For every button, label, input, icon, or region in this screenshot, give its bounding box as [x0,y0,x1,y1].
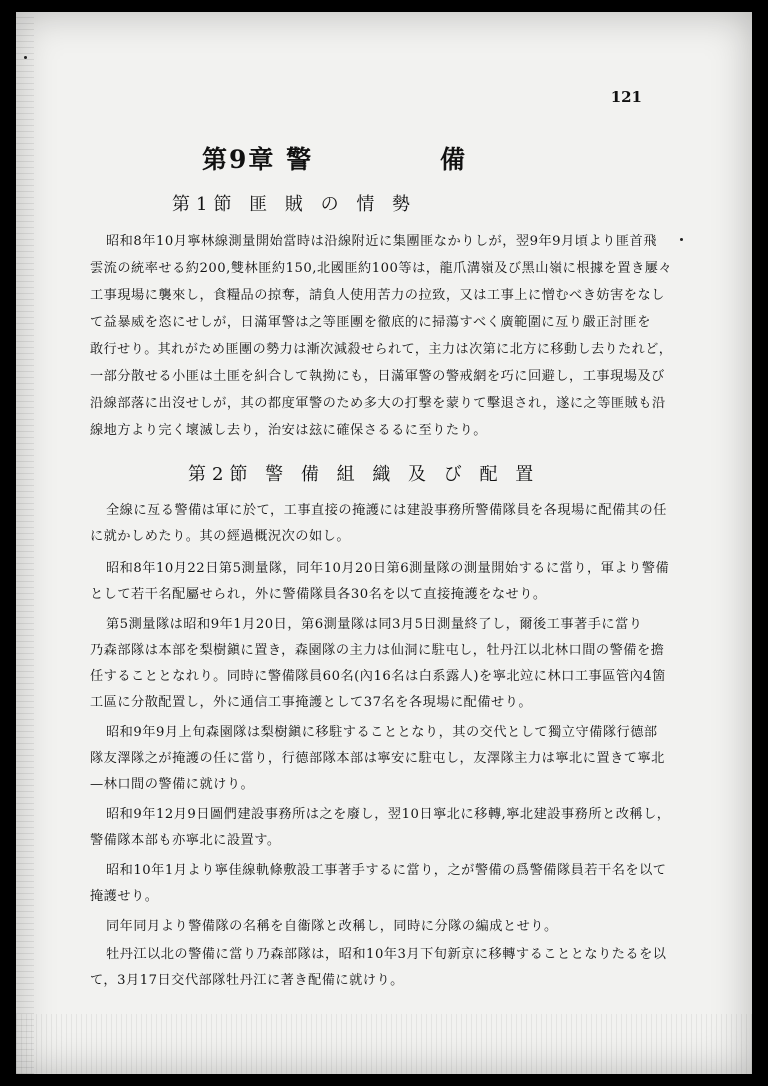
text-line: 昭和9年12月9日圖們建設事務所は之を廢し，翌10日寧北に移轉,寧北建設事務所と改稱し， [106,807,671,822]
text-line: —林口間の警備に就けり。 [90,777,255,792]
text-line: 一部分散せる小匪は土匪を糾合して執拗にも，日滿軍警の警戒網を巧に回避し，工事現場及び [90,369,665,384]
text-line: 敢行せり。其れがため匪團の勢力は漸次減殺せられて，主力は次第に北方に移動し去りたれど， [90,342,673,357]
text-line: として若干名配屬せられ，外に警備隊員各30名を以て直接掩護をなせり。 [90,587,547,602]
section-title-2: 第2節 警 備 組 織 及 び 配 置 [188,464,540,485]
chapter-title: 第9章 警 [202,145,314,174]
scan-speck [680,238,683,241]
text-line: 工區に分散配置し，外に通信工事掩護として37名を各現場に配備せり。 [90,695,533,710]
text-line: 乃森部隊は本部を梨樹鎭に置き，森園隊の主力は仙洞に駐屯し，牡丹江以北林口間の警備を擔 [90,643,665,658]
chapter-title-end: 備 [440,145,466,174]
text-line: 任することとなれり。同時に警備隊員60名(內16名は白系露人)を寧北竝に林口工事區管內4箇 [90,669,666,684]
text-line: 牡丹江以北の警備に當り乃森部隊は，昭和10年3月下旬新京に移轉することとなりたるを以 [106,947,667,962]
text-line: 昭和10年1月より寧佳線軌條敷設工事著手するに當り，之が警備の爲警備隊員若干名を以て [106,863,667,878]
text-line: 第5測量隊は昭和9年1月20日，第6測量隊は同3月5日測量終了し，爾後工事著手に當り [106,617,643,632]
document-page [16,12,752,1074]
text-line: て益暴威を恣にせしが，日滿軍警は之等匪團を徹底的に掃蕩すべく廣範圍に亙り嚴正討匪を [90,315,651,330]
text-line: 沿線部落に出沒せしが，其の都度軍警のため多大の打撃を蒙りて擊退され，遂に之等匪賊も沿 [90,396,666,411]
page-number: 121 [610,88,642,106]
text-line: 昭和8年10月22日第5測量隊，同年10月20日第6測量隊の測量開始するに當り，軍より警備 [106,561,670,576]
text-line: 全線に亙る警備は軍に於て，工事直接の掩護には建設事務所警備隊員を各現場に配備其の任 [106,503,667,518]
section-title-1: 第1節 匪 賊 の 情 勢 [172,194,417,215]
text-line: 掩護せり。 [90,889,159,904]
text-line: 同年同月より警備隊の名稱を自衞隊と改稱し，同時に分隊の編成とせり。 [106,919,558,934]
text-line: 昭和8年10月寧林線測量開始當時は沿線附近に集團匪なかりしが，翌9年9月頃より匪首飛 [106,234,657,249]
text-line: 線地方より完く壞滅し去り，治安は玆に確保さるるに至りたり。 [90,423,487,438]
text-line: 工事現場に襲來し，食糧品の掠奪，請負人使用苦力の拉致，又は工事上に憎むべき妨害をなし [90,288,665,303]
text-line: 雲流の統率せる約200,雙林匪約150,北國匪約100等は，龍爪溝嶺及び黑山嶺に根據を置き屢々 [90,261,673,276]
text-line: て，3月17日交代部隊牡丹江に著き配備に就けり。 [90,973,404,988]
text-line: 昭和9年9月上旬森園隊は梨樹鎭に移駐することとなり，其の交代として獨立守備隊行德部 [106,725,658,740]
text-line: 警備隊本部も亦寧北に設置す。 [90,833,281,848]
scan-speck [24,56,27,59]
scan-bottom-noise [16,1014,752,1074]
text-line: に就かしめたり。其の經過概況次の如し。 [90,529,351,544]
text-line: 隊友澤隊之が掩護の任に當り，行德部隊本部は寧安に駐屯し，友澤隊主力は寧北に置きて寧北 [90,751,665,766]
scan-edge-noise [16,12,34,1074]
